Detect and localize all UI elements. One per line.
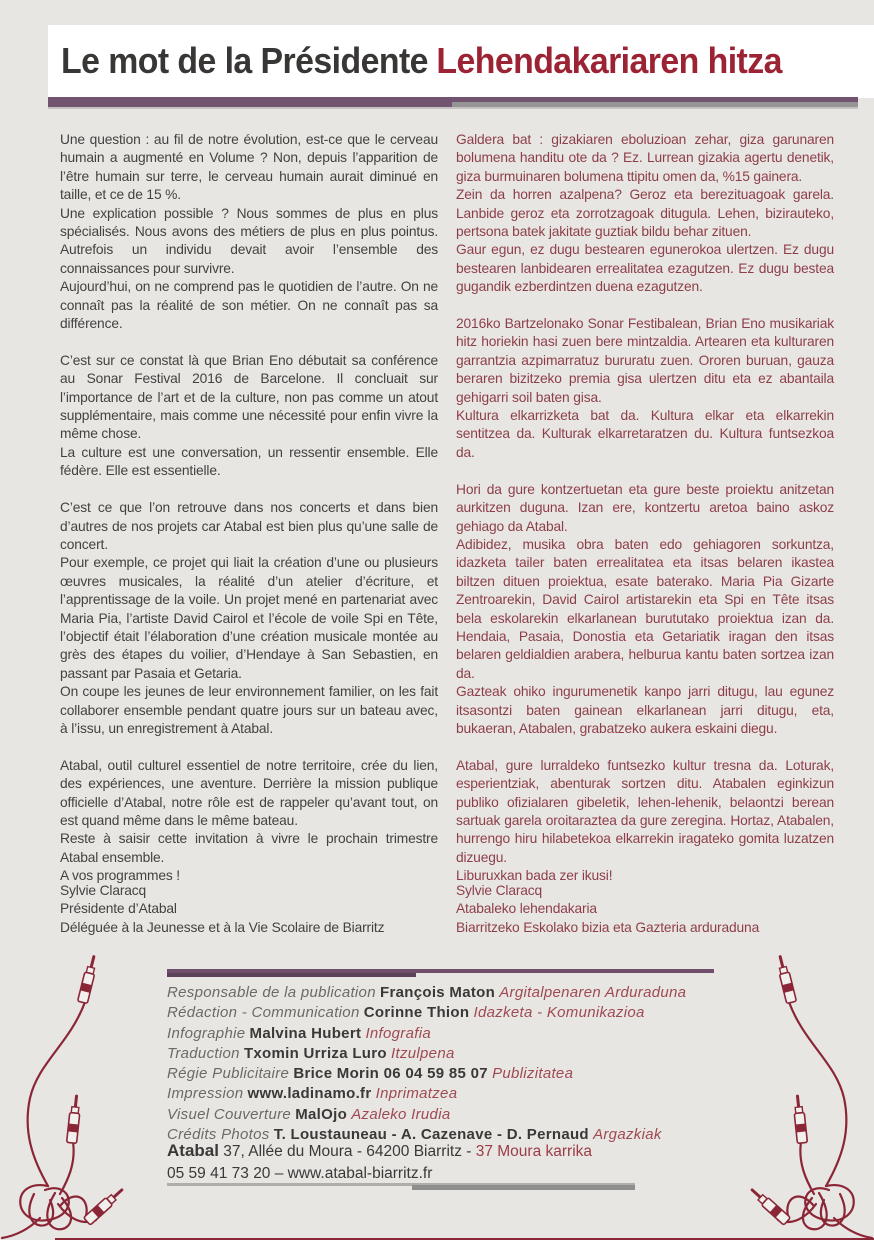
body-paragraph: Une explication possible ? Nous sommes de plus en plus spécialisés. Nous avons des métiers de plus en plus pointus. Autrefois un individu devait avoir l’ensemble des connaissances pour survivre. [60, 205, 438, 276]
credit-name: François Maton [380, 984, 496, 1001]
credit-label-eu: Infografia [365, 1024, 431, 1042]
credit-label-eu: Itzulpena [391, 1044, 455, 1062]
body-paragraph: Reste à saisir cette invitation à vivre le prochain trimestre Atabal ensemble. [60, 831, 438, 865]
credit-name: www.ladinamo.fr [247, 1085, 372, 1103]
body-paragraph: Atabal, outil culturel essentiel de notre territoire, crée du lien, des expériences, une aventure. Derrière la mission publique officielle d’Atabal, notre rôle est de rappeler qu’avant tout, on est quand même dans le même bateau. [60, 757, 438, 828]
body-paragraph: Adibidez, musika obra baten edo gehiagoren sorkuntza, idazketa tailer baten errealitatea eta itsas belaren ikastea biltzen dituen proiektua, esate baterako. Maria Pia Gizarte Zentroarekin, David Cairol artistarekin eta Spi en Tête itsas bela eskolarekin elkarlanean burututako proiektua izan da. Hendaia, Pasaia, Donostia eta Getariatik iragan den itsas belaren geldialdien arabera, helburua kantu baten sortzea izan da. [456, 536, 834, 681]
credit-label-eu: Idazketa - Komunikazioa [473, 1004, 645, 1022]
signature-role: Atabaleko lehendakaria [456, 901, 597, 917]
credit-label-eu: Argitalpenaren Arduraduna [499, 984, 687, 1001]
text-block [456, 757, 834, 886]
credit-name: Malvina Hubert [249, 1024, 362, 1042]
credit-label-fr: Responsable de la publication [167, 984, 376, 1001]
body-paragraph: C’est ce que l’on retrouve dans nos concerts et dans bien d’autres de nos projets car Atabal est bien plus qu’une salle de concert. [60, 500, 438, 552]
address-line-2: 05 59 41 73 20 – www.atabal-biarritz.fr [167, 1165, 433, 1182]
credits-block [167, 983, 686, 1145]
header-band [48, 25, 874, 98]
credit-name: Txomin Urriza Luro [243, 1044, 387, 1062]
body-paragraph: Zein da horren azalpena? Geroz eta berezituagoak garela. Lanbide geroz eta zorrotzagoak ditugula. Lehen, bizirauteko, pertsona batek jakitate guztiak bildu behar zituen. [456, 187, 834, 240]
body-paragraph: Aujourd’hui, on ne comprend pas le quotidien de l’autre. On ne connaît pas la réalité de son métier. On ne connaît pas sa différence. [60, 279, 438, 332]
text-block [60, 757, 438, 886]
body-paragraph: C’est sur ce constat là que Brian Eno débutait sa conférence au Sonar Festival 2016 de Barcelone. Il concluait sur l’importance de l’art et de la culture, non pas comme un atout supplémentaire, mais comme une nécessité pour enfin vivre la même chose. [60, 352, 438, 442]
credit-label-eu: Argazkiak [593, 1126, 662, 1144]
text-block [60, 131, 438, 333]
credit-row [167, 1064, 686, 1084]
credit-name: Corinne Thion [363, 1004, 470, 1022]
credit-label-fr: Visuel Couverture [167, 1105, 292, 1123]
credit-name: Brice Morin 06 04 59 85 07 [293, 1065, 488, 1083]
body-paragraph: Liburuxkan bada zer ikusi! [456, 868, 613, 884]
credit-name: MalOjo [295, 1105, 348, 1123]
page-title-french: Le mot de la Présidente [61, 40, 428, 81]
credit-label-fr: Impression [167, 1085, 244, 1103]
credit-label-fr: Rédaction - Communication [167, 1004, 360, 1022]
footer-rule-purple-dark [167, 973, 416, 977]
jack-cable-illustration-left-icon [0, 948, 175, 1240]
credit-row [167, 1044, 686, 1064]
credit-row [167, 1084, 686, 1104]
address-eu: 37 Moura karrika [475, 1143, 593, 1160]
body-paragraph: La culture est une conversation, un ressentir ensemble. Elle fédère. Elle est essentielle. [60, 444, 438, 479]
credit-label-eu: Publizitatea [492, 1065, 574, 1083]
page-title-basque: Lehendakariaren hitza [436, 40, 782, 81]
credit-row [167, 1003, 686, 1023]
credit-row [167, 1105, 686, 1125]
credit-label-fr: Infographie [167, 1024, 246, 1042]
text-block [60, 499, 438, 738]
credit-name: T. Loustauneau - A. Cazenave - D. Pernaud [273, 1126, 589, 1144]
body-paragraph: 2016ko Bartzelonako Sonar Festibalean, Brian Eno musikariak hitz horiekin hasi zuen bere mintzaldia. Artearen eta kulturaren garrantzia azpimarratuz bururatu zuen. Ororen buruan, gauza beraren bizitzeko premia gisa ulertzen ditu eta ez abantaila gehigarri soil baten gisa. [456, 316, 834, 405]
address-line-1 [167, 1140, 592, 1163]
text-block [456, 131, 834, 297]
text-block [60, 352, 438, 481]
footer-bottom-rule-dark [412, 1185, 635, 1190]
text-block [456, 315, 834, 462]
column-french [60, 131, 438, 935]
credit-label-eu: Inprimatzea [375, 1085, 458, 1103]
credit-row [167, 983, 686, 1003]
signature-name: Sylvie Claracq [60, 883, 147, 898]
body-paragraph: Gazteak ohiko ingurumenetik kanpo jarri ditugu, lau egunez itsasontzi baten gainean elkarlanean jarri ditugu, eta, bukaeran, Atabalen, grabatzeko aukera eskaini diegu. [456, 684, 834, 736]
credit-label-fr: Traduction [167, 1044, 240, 1062]
credit-label-eu: Azaleko Irudia [351, 1105, 451, 1123]
body-paragraph: A vos programmes ! [60, 868, 180, 884]
header-rule-shadow [48, 107, 858, 109]
body-paragraph: Une question : au fil de notre évolution, est-ce que le cerveau humain a augmenté en Volume ? Non, depuis l’apparition de l’être humain sur terre, le cerveau humain aurait diminué en taille, et ce de 15 %. [60, 132, 438, 203]
body-paragraph: Pour exemple, ce projet qui liait la création d’une ou plusieurs œuvres musicales, la réalité d’un atelier d’écriture, et l’apprentissage de la voile. Un projet mené en partenariat avec Maria Pia, l’artiste David Cairol et l’école de voile Spi en Tête, l’objectif était l’élaboration d’une création musicale montée au grès des étapes du voilier, d’Hendaye à San Sebastien, en passant par Pasaia et Getaria. [60, 555, 438, 681]
signature-french [60, 882, 384, 937]
text-block [456, 481, 834, 739]
address-block [167, 1140, 592, 1185]
body-paragraph: Kultura elkarrizketa bat da. Kultura elkar eta elkarrekin sentitzea da. Kulturak elkarretaratzen du. Kultura funtsezkoa da. [456, 408, 834, 460]
address-fr: 37, Allée du Moura - 64200 Biarritz - [223, 1143, 476, 1160]
brand-name: Atabal [167, 1141, 219, 1160]
body-paragraph: Gaur egun, ez dugu bestearen egunerokoa ulertzen. Ez dugu bestearen lanbidearen errealitatea ezagutzen. Ez dugu bestea gugandik ezberdintzen duena ezagutzen. [456, 242, 834, 295]
body-paragraph: Galdera bat : gizakiaren eboluzioan zehar, giza garunaren bolumena handitu ote da ? Ez. Lurrean gizakia agertu denetik, giza burmuinaren bolumena ttipitu omen da, %15 gainera. [456, 132, 834, 184]
signature-role: Déléguée à la Jeunesse et à la Vie Scolaire de Biarritz [60, 919, 385, 935]
signature-role: Biarritzeko Eskolako bizia eta Gazteria arduraduna [456, 919, 760, 935]
credit-label-fr: Crédits Photos [167, 1126, 270, 1144]
jack-cable-illustration-right-icon [699, 948, 874, 1240]
credit-row [167, 1024, 686, 1044]
signature-role: Présidente d’Atabal [60, 901, 177, 917]
signature-basque [456, 882, 759, 937]
body-paragraph: On coupe les jeunes de leur environnement familier, on les fait collaborer ensemble pendant quatre jours sur un bateau avec, à l’issu, un enregistrement à Atabal. [60, 684, 438, 736]
page-title [61, 40, 782, 82]
column-basque [456, 131, 834, 935]
body-paragraph: Hori da gure kontzertuetan eta gure beste proiektu anitzetan aurkitzen duguna. Izan ere, kontzertu aretoa baino askoz gehiago da Atabal. [456, 481, 834, 534]
credit-label-fr: Régie Publicitaire [167, 1065, 290, 1083]
body-columns [60, 131, 834, 951]
body-paragraph: Atabal, gure lurraldeko funtsezko kultur tresna da. Loturak, esperientziak, abenturak sortzen ditu. Atabalen eginkizun publiko ofizialaren gibeletik, lehen-lehenik, belaontzi berean sartuak garela oroitaraztea da gure zeregina. Hortaz, Atabalen, hurrengo hiru hilabetekoa elkarrekin iragateko gomita luzatzen dizuegu. [456, 757, 834, 865]
signature-name: Sylvie Claracq [456, 883, 543, 898]
